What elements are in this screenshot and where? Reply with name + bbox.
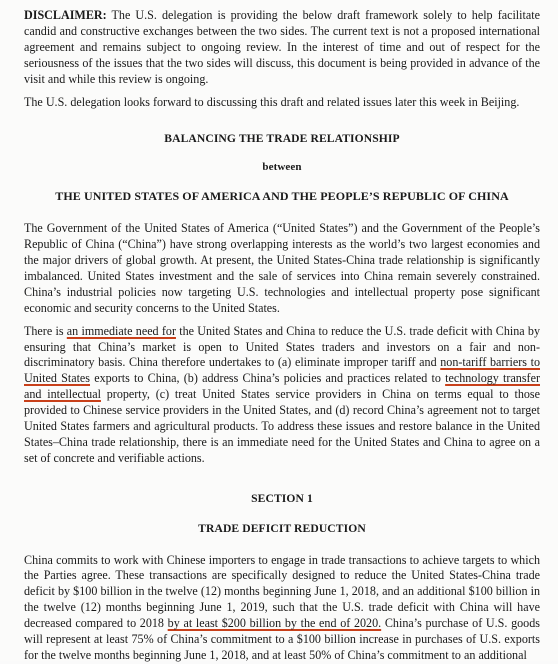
- disclaimer-text: The U.S. delegation is providing the below draft framework solely to help facilitate candid and constructive exchanges between the two sides. The current text is not a proposed international agreement and remains subject to ongoing review. In the interest of time and out of respect for the seriousness of the issues that the two sides will discuss, this document is being provided in advance of the visit and while this review is ongoing.: [24, 8, 540, 86]
- underlined-phrase-non-tariff-barriers: non-tariff barriers to United States: [24, 355, 540, 386]
- paragraph-2-text-3: exports to China, (b) address China’s policies and practices related to: [90, 371, 446, 386]
- underlined-phrase-immediate-need: an immediate need for: [66, 323, 176, 338]
- paragraph-2-text-2: the United States and China to reduce the U.S. trade deficit with China by ensuring that China’s market is open to United States traders and investors on a fair and non-discriminatory basis. China therefore undertakes to (a) eliminate improper tariff and: [24, 323, 540, 370]
- section-number: SECTION 1: [251, 491, 313, 505]
- body-paragraph-1: The Government of the United States of America (“United States”) and the Government of the People’s Republic of China (“China”) have strong overlapping interests as the world’s two largest economies and the major drivers of global growth. At present, the United States-China trade relationship is significantly imbalanced. United States investment and the sale of services into China remain severely constrained. China’s industrial policies now targeting U.S. technologies and intellectual property pose significant economic and security concerns to the United States.: [24, 221, 540, 315]
- body-paragraph-3: [24, 553, 540, 664]
- document-title: BALANCING THE TRADE RELATIONSHIP: [164, 132, 400, 146]
- title-between: between: [262, 161, 302, 174]
- disclaimer-label: DISCLAIMER:: [24, 8, 107, 22]
- paragraph-2-text-4: property, (c) treat United States service providers in China on terms equal to those provided to Chinese service providers in the United States, and (d) record China’s agreement not to target United States farmers and agricultural products. To address these issues and restore balance in the United States–China trade relationship, there is an immediate need for the United States and China to agree on a set of concrete and verifiable actions.: [24, 387, 541, 465]
- section-title: TRADE DEFICIT REDUCTION: [198, 521, 366, 535]
- underlined-phrase-200-billion: by at least $200 billion by the end of 2020.: [167, 616, 382, 631]
- paragraph-3-text-1: China commits to work with Chinese importers to engage in trade transactions to achieve targets to which the Parties agree. These transactions are specifically designed to reduce the United States-China trade deficit by $100 billion in the twelve (12) months beginning June 1, 2018, and an additional $100 billion in the twelve (12) months beginning June 1, 2019, such that the U.S. trade deficit with China will have decreased compared to 2018: [24, 552, 540, 631]
- disclaimer-paragraph: [24, 8, 540, 88]
- title-parties: THE UNITED STATES OF AMERICA AND THE PEOPLE’S REPUBLIC OF CHINA: [55, 189, 509, 204]
- paragraph-2-text-1: There is: [24, 323, 67, 338]
- underlined-phrase-technology-transfer: technology transfer and intellectual: [24, 371, 540, 402]
- body-paragraph-2: [24, 324, 540, 467]
- intro-paragraph: The U.S. delegation looks forward to discussing this draft and related issues later this week in Beijing.: [24, 94, 520, 109]
- paragraph-3-text-2: China’s purchase of U.S. goods will represent at least 75% of China’s commitment to a $100 billion increase in purchases of U.S. exports for the twelve months beginning June 1, 2018, and at least 50% of China’s commitment to an additional: [24, 616, 540, 662]
